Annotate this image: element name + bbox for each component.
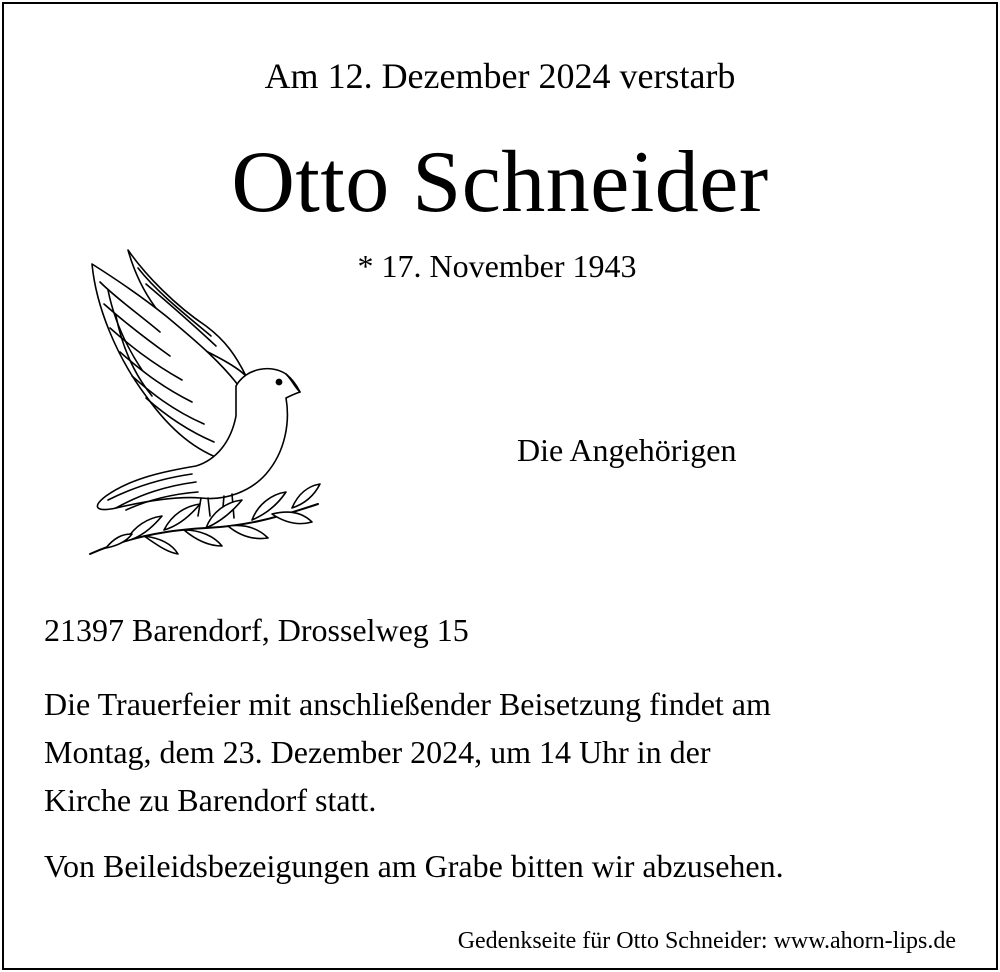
dove-with-olive-branch-icon [86,246,326,562]
deceased-name: Otto Schneider [231,134,769,231]
memorial-page-link[interactable]: Gedenkseite für Otto Schneider: www.ahorn-lips.de [457,928,956,954]
intro-line: Am 12. Dezember 2024 verstarb [264,56,736,96]
service-line: Kirche zu Barendorf statt. [44,782,377,818]
service-line: Montag, dem 23. Dezember 2024, um 14 Uhr in der [44,734,711,770]
service-line: Die Trauerfeier mit anschließender Beisetzung findet am [44,686,771,722]
service-announcement [44,680,771,824]
family-address: 21397 Barendorf, Drosselweg 15 [44,612,469,648]
bereaved-family: Die Angehörigen [517,432,737,468]
condolence-note: Von Beileidsbezeigungen am Grabe bitten wir abzusehen. [44,848,784,884]
birth-date: * 17. November 1943 [357,248,637,284]
